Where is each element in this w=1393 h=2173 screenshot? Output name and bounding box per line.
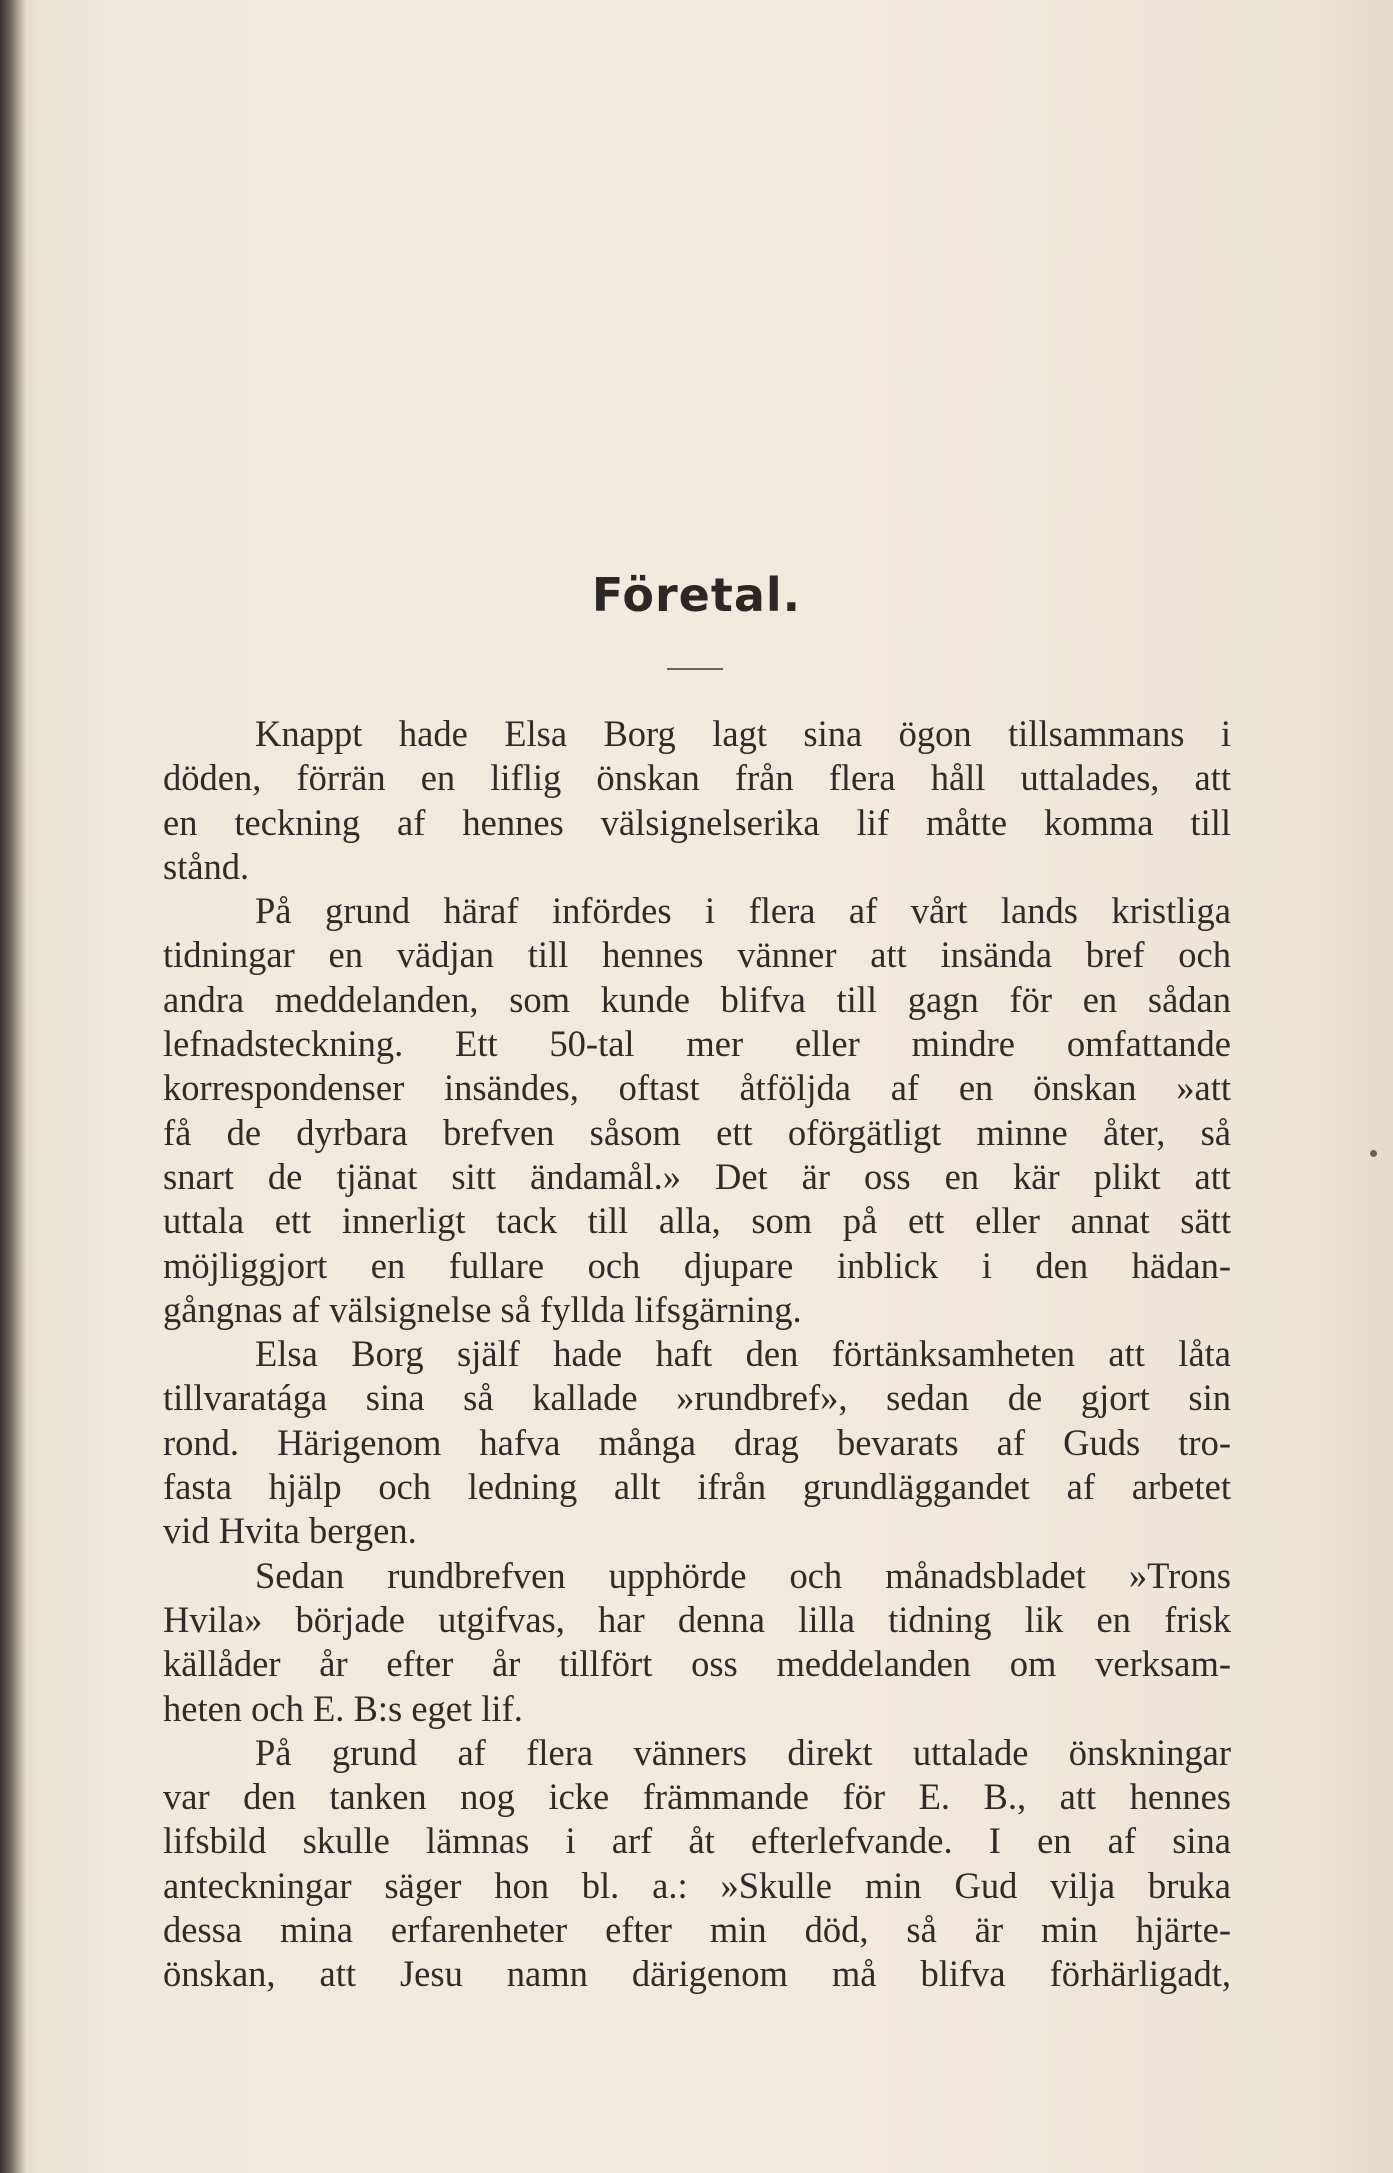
text-line: andra meddelanden, som kunde blifva till gagn för en sådan — [163, 978, 1231, 1020]
text-line: döden, förrän en liflig önskan från flera håll uttalades, att — [163, 757, 1231, 799]
text-line: Hvila» började utgifvas, har denna lilla tidning lik en frisk — [163, 1598, 1231, 1640]
text-line: möjliggjort en fullare och djupare inblick i den hädan- — [163, 1244, 1231, 1286]
text-line: På grund häraf infördes i flera af vårt lands kristliga — [255, 890, 1231, 932]
text-line: få de dyrbara brefven såsom ett oförgätligt minne åter, så — [163, 1111, 1231, 1153]
text-line: dessa mina erfarenheter efter min död, så är min hjärte- — [163, 1909, 1231, 1951]
text-line: fasta hjälp och ledning allt ifrån grundläggandet af arbetet — [163, 1466, 1231, 1508]
text-line: tillvaratága sina så kallade »rundbref», sedan de gjort sin — [163, 1377, 1231, 1419]
text-line: korrespondenser insändes, oftast åtföljda af en önskan »att — [163, 1067, 1231, 1109]
text-line: På grund af flera vänners direkt uttalade önskningar — [255, 1731, 1231, 1773]
text-line: Sedan rundbrefven upphörde och månadsbladet »Trons — [255, 1554, 1231, 1596]
text-line: uttala ett innerligt tack till alla, som på ett eller annat sätt — [163, 1200, 1231, 1242]
show-through-text — [150, 180, 1240, 760]
text-line: önskan, att Jesu namn därigenom må blifva förhärligadt, — [163, 1953, 1231, 1995]
text-line: lifsbild skulle lämnas i arf åt efterlefvande. I en af sina — [163, 1820, 1231, 1862]
text-line: anteckningar säger hon bl. a.: »Skulle min Gud vilja bruka — [163, 1864, 1231, 1906]
text-line: gångnas af välsignelse så fyllda lifsgärning. — [163, 1288, 802, 1330]
text-line: källåder år efter år tillfört oss meddelanden om verksam- — [163, 1643, 1231, 1685]
chapter-title: Företal. — [591, 568, 802, 622]
text-line: snart de tjänat sitt ändamål.» Det är oss en kär plikt att — [163, 1155, 1231, 1197]
book-spine-shadow — [0, 0, 26, 2173]
text-line: var den tanken nog icke främmande för E. B., att hennes — [163, 1776, 1231, 1818]
text-line: rond. Härigenom hafva många drag bevarats af Guds tro- — [163, 1421, 1231, 1463]
paper-speck — [1370, 1150, 1377, 1157]
text-line: tidningar en vädjan till hennes vänner att insända bref och — [163, 934, 1231, 976]
text-line: heten och E. B:s eget lif. — [163, 1687, 523, 1729]
text-line: vid Hvita bergen. — [163, 1510, 417, 1552]
text-line: Knappt hade Elsa Borg lagt sina ögon tillsammans i — [255, 713, 1231, 754]
text-line: Elsa Borg själf hade haft den förtänksamheten att låta — [255, 1333, 1231, 1375]
text-line: stånd. — [163, 845, 250, 887]
title-separator — [667, 668, 723, 670]
body-text — [163, 712, 1231, 1997]
text-line: lefnadsteckning. Ett 50-tal mer eller mindre omfattande — [163, 1023, 1231, 1065]
text-line: en teckning af hennes välsignelserika lif måtte komma till — [163, 801, 1231, 843]
